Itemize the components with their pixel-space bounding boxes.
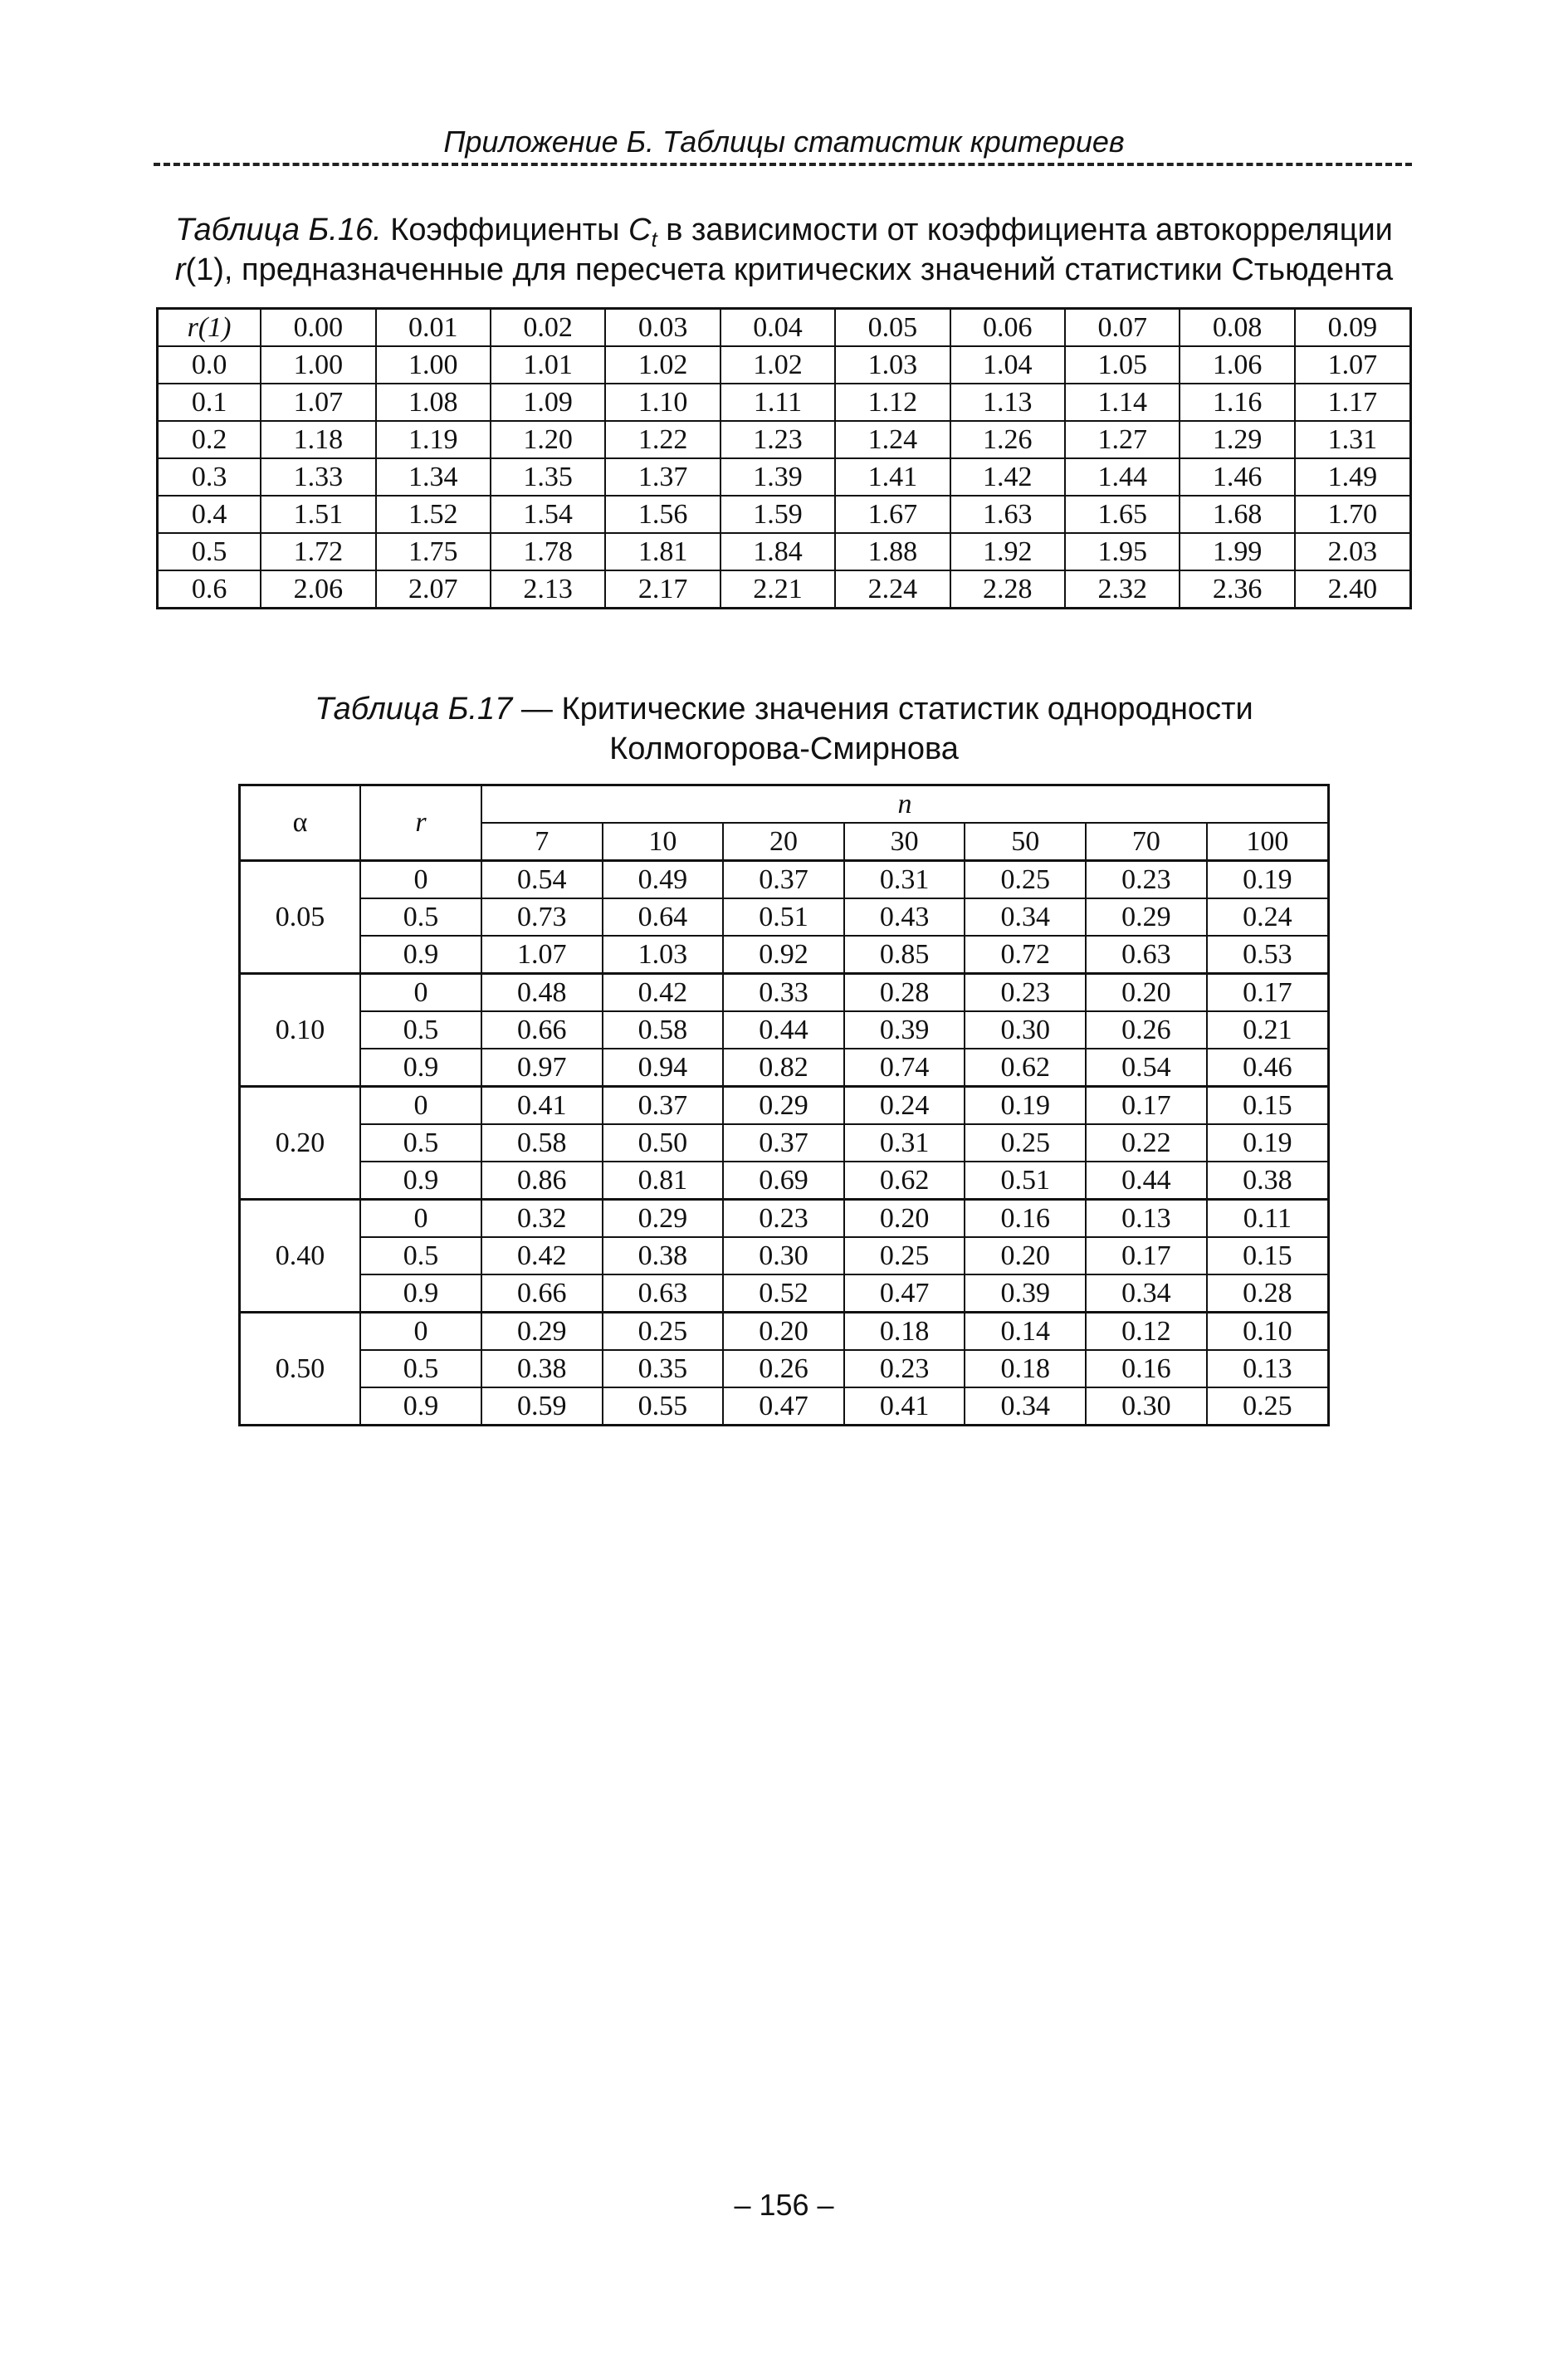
table17-cell: 0.33 [723,974,844,1012]
table17-cell: 0.85 [844,936,965,974]
table16-cell: 1.06 [1180,346,1294,384]
table17-cell: 0.37 [723,861,844,899]
table17-cell: 0.63 [603,1274,724,1313]
table17-cell: 0.81 [603,1162,724,1200]
table16-cell: 1.88 [835,533,950,570]
table17-cell: 0.29 [603,1200,724,1238]
table16-cell: 1.99 [1180,533,1294,570]
table17-cell: 0.37 [603,1087,724,1125]
table-row [240,898,1329,936]
table17-cell: 0.50 [603,1124,724,1162]
table17-cell: 0.49 [603,861,724,899]
table16-cell: 1.08 [376,384,491,421]
table-row [158,384,1411,421]
table16-column-header: 0.06 [950,309,1065,347]
table17-cell: 0.58 [603,1011,724,1049]
table16-column-header: 0.02 [491,309,605,347]
table17-alpha-cell: 0.40 [240,1200,361,1313]
table16-cell: 1.68 [1180,496,1294,533]
table16-column-header: 0.08 [1180,309,1294,347]
table17-cell: 0.19 [1207,861,1329,899]
table-row [158,421,1411,458]
table17-header-row [240,785,1329,824]
table17-cell: 0.13 [1086,1200,1207,1238]
table17-cell: 0.38 [481,1350,603,1387]
table-row [240,1274,1329,1313]
table16-cell: 1.65 [1065,496,1180,533]
table17-cell: 0.51 [723,898,844,936]
table16-cell: 1.63 [950,496,1065,533]
table17-cell: 0.23 [723,1200,844,1238]
table16-corner-header: r(1) [158,309,261,347]
header-divider [154,163,1412,166]
table16-cell: 1.17 [1295,384,1411,421]
table17-cell: 0.52 [723,1274,844,1313]
table17-r-cell: 0.9 [360,1274,481,1313]
table17-cell: 0.41 [844,1387,965,1426]
table17-alpha-cell: 0.10 [240,974,361,1087]
table16-cell: 1.12 [835,384,950,421]
table17-cell: 0.30 [723,1237,844,1274]
table16-cell: 1.24 [835,421,950,458]
table17-cell: 0.20 [965,1237,1086,1274]
table16-row-label: 0.6 [158,570,261,609]
table17-cell: 0.41 [481,1087,603,1125]
table17-n-header: 100 [1207,823,1329,861]
table16-cell: 1.72 [261,533,375,570]
table17-cell: 0.66 [481,1011,603,1049]
table16-caption-line2-var: r [174,252,186,287]
table16-caption [125,210,1443,290]
table17-cell: 0.46 [1207,1049,1329,1087]
table17-cell: 0.32 [481,1200,603,1238]
table16-cell: 1.92 [950,533,1065,570]
table16-cell: 1.75 [376,533,491,570]
table17-cell: 0.30 [965,1011,1086,1049]
table17-cell: 0.29 [723,1087,844,1125]
table16-cell: 1.02 [605,346,720,384]
table16-row-label: 0.3 [158,458,261,496]
table17-cell: 0.19 [965,1087,1086,1125]
table16-cell: 1.39 [720,458,835,496]
table-row [240,1237,1329,1274]
table16-column-header: 0.07 [1065,309,1180,347]
table-row [240,1011,1329,1049]
table16-cell: 1.49 [1295,458,1411,496]
table16-cell: 2.28 [950,570,1065,609]
table16-cell: 1.13 [950,384,1065,421]
table16-cell: 2.07 [376,570,491,609]
table-row [240,1313,1329,1351]
table16-cell: 1.27 [1065,421,1180,458]
table17-cell: 0.16 [965,1200,1086,1238]
table17-cell: 0.34 [965,1387,1086,1426]
table16-cell: 1.26 [950,421,1065,458]
table-row [158,570,1411,609]
table17-n-header: 70 [1086,823,1207,861]
table-row [240,974,1329,1012]
table16-cell: 2.32 [1065,570,1180,609]
table17-cell: 0.18 [844,1313,965,1351]
table17-r-cell: 0 [360,1200,481,1238]
table17-cell: 0.63 [1086,936,1207,974]
table17-cell: 0.10 [1207,1313,1329,1351]
table16-cell: 1.05 [1065,346,1180,384]
table16-cell: 1.84 [720,533,835,570]
table17-n-header: 30 [844,823,965,861]
table-row [158,458,1411,496]
table17-cell: 0.48 [481,974,603,1012]
table16-column-header: 0.01 [376,309,491,347]
table16-cell: 1.22 [605,421,720,458]
table17-r-cell: 0 [360,1087,481,1125]
table16-cell: 2.21 [720,570,835,609]
table16-cell: 1.01 [491,346,605,384]
page-number: – 156 – [734,2188,834,2222]
table17-alpha-cell: 0.50 [240,1313,361,1426]
table-row [158,496,1411,533]
table16-cell: 1.46 [1180,458,1294,496]
table16-cell: 1.67 [835,496,950,533]
table16-row-label: 0.1 [158,384,261,421]
table-row [158,533,1411,570]
table17-cell: 0.64 [603,898,724,936]
table-row [158,346,1411,384]
table16-cell: 1.95 [1065,533,1180,570]
table17-cell: 0.97 [481,1049,603,1087]
table17-cell: 0.42 [603,974,724,1012]
table-row [240,936,1329,974]
table16-cell: 1.04 [950,346,1065,384]
table17-cell: 0.28 [844,974,965,1012]
r-header: r [360,785,481,861]
table17-r-cell: 0.5 [360,1237,481,1274]
table17-cell: 0.54 [481,861,603,899]
table-row [240,861,1329,899]
table17-r-cell: 0.5 [360,1124,481,1162]
table17-r-cell: 0 [360,974,481,1012]
table17-cell: 0.20 [844,1200,965,1238]
table16-row-label: 0.0 [158,346,261,384]
table16-row-label: 0.4 [158,496,261,533]
running-head: Приложение Б. Таблицы статистик критериев [443,125,1125,159]
table17-cell: 0.37 [723,1124,844,1162]
table17-alpha-cell: 0.05 [240,861,361,974]
table17-r-cell: 0.5 [360,1350,481,1387]
table16-body [158,309,1411,609]
table16-cell: 1.51 [261,496,375,533]
table16-cell: 1.14 [1065,384,1180,421]
table17-r-cell: 0 [360,1313,481,1351]
table17-cell: 0.24 [1207,898,1329,936]
table17-cell: 0.94 [603,1049,724,1087]
table16-cell: 2.06 [261,570,375,609]
table16-cell: 2.40 [1295,570,1411,609]
table17-cell: 0.29 [481,1313,603,1351]
table16-row-label: 0.5 [158,533,261,570]
table17-cell: 0.23 [965,974,1086,1012]
alpha-header: α [240,785,361,861]
table16-row-label: 0.2 [158,421,261,458]
table17-cell: 0.28 [1207,1274,1329,1313]
table16-cell: 1.00 [376,346,491,384]
table17-cell: 0.38 [603,1237,724,1274]
table16-cell: 1.10 [605,384,720,421]
table16-cell: 2.17 [605,570,720,609]
table16-cell: 1.16 [1180,384,1294,421]
table17-cell: 0.51 [965,1162,1086,1200]
table16-cell: 1.42 [950,458,1065,496]
table17-cell: 0.62 [844,1162,965,1200]
table17-cell: 0.47 [723,1387,844,1426]
table17-cell: 0.14 [965,1313,1086,1351]
table17-r-cell: 0.9 [360,936,481,974]
table-row [240,1387,1329,1426]
table17-r-cell: 0.9 [360,1162,481,1200]
table16-cell: 1.52 [376,496,491,533]
table16-cell: 1.07 [1295,346,1411,384]
table17 [238,784,1330,1426]
table16-column-header: 0.03 [605,309,720,347]
table17-body [240,861,1329,1426]
table17-r-cell: 0 [360,861,481,899]
table17-cell: 0.39 [965,1274,1086,1313]
table17-cell: 0.15 [1207,1087,1329,1125]
table16-cell: 2.24 [835,570,950,609]
table-row [240,1087,1329,1125]
table16-cell: 1.54 [491,496,605,533]
table17-cell: 0.16 [1086,1350,1207,1387]
table17-cell: 0.20 [1086,974,1207,1012]
table16-cell: 1.33 [261,458,375,496]
table17-r-cell: 0.5 [360,1011,481,1049]
table16-cell: 1.11 [720,384,835,421]
table17-cell: 0.54 [1086,1049,1207,1087]
table17-cell: 0.34 [965,898,1086,936]
table17-cell: 0.18 [965,1350,1086,1387]
table16-caption-text-cont: в зависимости от коэффициента автокорреляции [657,213,1393,247]
table16-cell: 1.37 [605,458,720,496]
table17-n-header: 10 [603,823,724,861]
table17-cell: 0.17 [1086,1087,1207,1125]
table17-cell: 0.26 [723,1350,844,1387]
table17-cell: 0.44 [723,1011,844,1049]
table17-n-header: 7 [481,823,603,861]
table17-r-cell: 0.9 [360,1387,481,1426]
table17-cell: 0.38 [1207,1162,1329,1200]
table17-cell: 0.30 [1086,1387,1207,1426]
table17-cell: 0.23 [1086,861,1207,899]
table17-cell: 0.13 [1207,1350,1329,1387]
table-row [240,1200,1329,1238]
table-row [240,1049,1329,1087]
table17-cell: 0.25 [844,1237,965,1274]
table17-cell: 0.19 [1207,1124,1329,1162]
table17-cell: 0.82 [723,1049,844,1087]
table17-cell: 0.29 [1086,898,1207,936]
table17-cell: 0.17 [1207,974,1329,1012]
table17-cell: 0.58 [481,1124,603,1162]
table17-cell: 0.17 [1086,1237,1207,1274]
table16-cell: 1.81 [605,533,720,570]
table17-cell: 0.42 [481,1237,603,1274]
table17-cell: 0.86 [481,1162,603,1200]
table17-cell: 0.59 [481,1387,603,1426]
table17-cell: 0.34 [1086,1274,1207,1313]
table17-cell: 0.21 [1207,1011,1329,1049]
table-row [240,1124,1329,1162]
table17-cell: 0.25 [603,1313,724,1351]
table16-column-header: 0.09 [1295,309,1411,347]
table16-cell: 1.56 [605,496,720,533]
table17-cell: 0.15 [1207,1237,1329,1274]
table16 [156,307,1412,609]
table17-cell: 0.12 [1086,1313,1207,1351]
table16-column-header: 0.00 [261,309,375,347]
table17-cell: 0.26 [1086,1011,1207,1049]
table17-cell: 0.11 [1207,1200,1329,1238]
table17-cell: 0.53 [1207,936,1329,974]
table16-header-row [158,309,1411,347]
table17-cell: 0.35 [603,1350,724,1387]
table16-cell: 1.34 [376,458,491,496]
table17-cell: 0.25 [965,1124,1086,1162]
table-row [240,1350,1329,1387]
table17-cell: 0.43 [844,898,965,936]
table17-caption-text: — Критические значения статистик однородности [512,692,1253,726]
table17-head [240,785,1329,861]
table16-caption-label: Таблица Б.16. [175,213,382,247]
table17-n-header: 20 [723,823,844,861]
table17-cell: 0.25 [1207,1387,1329,1426]
table17-r-cell: 0.9 [360,1049,481,1087]
table17-caption-label: Таблица Б.17 [315,692,513,726]
table17-cell: 0.20 [723,1313,844,1351]
table17-cell: 0.92 [723,936,844,974]
table17-cell: 0.74 [844,1049,965,1087]
table17-r-cell: 0.5 [360,898,481,936]
table16-cell: 1.78 [491,533,605,570]
table17-cell: 0.22 [1086,1124,1207,1162]
table16-caption-var: C [628,213,652,247]
table16-cell: 1.44 [1065,458,1180,496]
table16-cell: 2.03 [1295,533,1411,570]
table16-caption-text: Коэффициенты [381,213,629,247]
table17-caption [125,689,1443,769]
table16-caption-line2: (1), предназначенные для пересчета критических значений статистики Стьюдента [185,252,1394,287]
table16-cell: 1.29 [1180,421,1294,458]
table17-caption-line2: Колмогорова-Смирнова [609,731,959,766]
table16-cell: 1.41 [835,458,950,496]
n-header: n [481,785,1329,824]
table17-cell: 0.73 [481,898,603,936]
table17-cell: 0.69 [723,1162,844,1200]
table16-cell: 1.59 [720,496,835,533]
table17-cell: 1.07 [481,936,603,974]
table16-cell: 1.20 [491,421,605,458]
table16-caption-sub: t [651,227,657,252]
table16-cell: 1.23 [720,421,835,458]
table17-cell: 0.62 [965,1049,1086,1087]
table16-cell: 1.09 [491,384,605,421]
table17-cell: 0.39 [844,1011,965,1049]
table16-cell: 1.18 [261,421,375,458]
table17-cell: 0.47 [844,1274,965,1313]
table17-cell: 0.31 [844,861,965,899]
table17-cell: 0.31 [844,1124,965,1162]
table16-cell: 2.13 [491,570,605,609]
table17-cell: 0.55 [603,1387,724,1426]
table-row [240,1162,1329,1200]
table17-cell: 0.25 [965,861,1086,899]
table16-cell: 1.02 [720,346,835,384]
table17-cell: 0.72 [965,936,1086,974]
table17-n-header: 50 [965,823,1086,861]
table16-cell: 1.31 [1295,421,1411,458]
table17-cell: 0.24 [844,1087,965,1125]
table17-alpha-cell: 0.20 [240,1087,361,1200]
table16-cell: 1.07 [261,384,375,421]
table16-cell: 1.70 [1295,496,1411,533]
table16-cell: 1.19 [376,421,491,458]
table16-cell: 1.00 [261,346,375,384]
table16-column-header: 0.04 [720,309,835,347]
table16-column-header: 0.05 [835,309,950,347]
table17-cell: 1.03 [603,936,724,974]
table17-cell: 0.23 [844,1350,965,1387]
table16-cell: 1.03 [835,346,950,384]
table17-cell: 0.66 [481,1274,603,1313]
table16-cell: 1.35 [491,458,605,496]
table16-cell: 2.36 [1180,570,1294,609]
table17-cell: 0.44 [1086,1162,1207,1200]
